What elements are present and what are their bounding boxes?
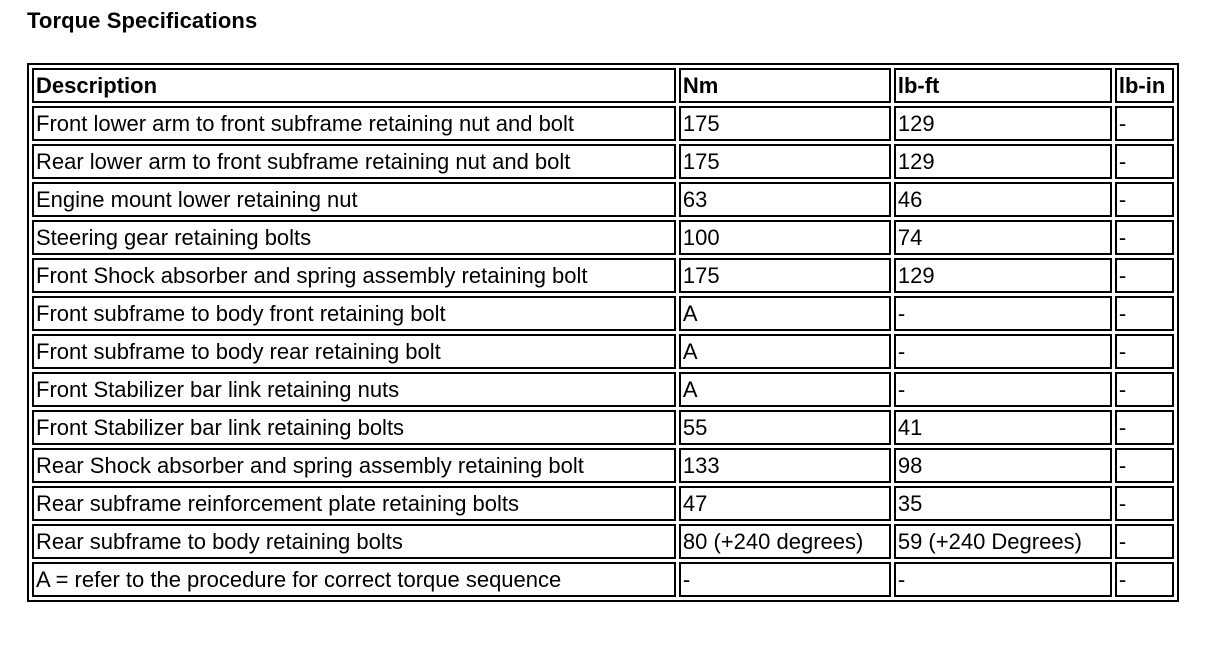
torque-spec-table xyxy=(27,63,1179,602)
cell-nm: 55 xyxy=(679,410,891,445)
cell-nm: 175 xyxy=(679,144,891,179)
cell-lb-in: - xyxy=(1115,372,1174,407)
table-row xyxy=(32,258,1174,293)
cell-lb-in: - xyxy=(1115,106,1174,141)
header-lb-in: lb-in xyxy=(1115,68,1174,103)
cell-lb-ft: 129 xyxy=(894,144,1112,179)
cell-nm: 175 xyxy=(679,258,891,293)
cell-description: Front Stabilizer bar link retaining nuts xyxy=(32,372,676,407)
header-nm: Nm xyxy=(679,68,891,103)
cell-lb-in: - xyxy=(1115,144,1174,179)
table-row xyxy=(32,334,1174,369)
cell-nm: 80 (+240 degrees) xyxy=(679,524,891,559)
table-row xyxy=(32,182,1174,217)
cell-lb-ft: 98 xyxy=(894,448,1112,483)
page-title: Torque Specifications xyxy=(27,8,258,33)
cell-lb-ft: - xyxy=(894,334,1112,369)
cell-lb-ft: - xyxy=(894,296,1112,331)
cell-lb-ft: 59 (+240 Degrees) xyxy=(894,524,1112,559)
cell-lb-ft: 129 xyxy=(894,106,1112,141)
cell-nm: A xyxy=(679,372,891,407)
cell-lb-in: - xyxy=(1115,562,1174,597)
header-description: Description xyxy=(32,68,676,103)
cell-lb-ft: - xyxy=(894,562,1112,597)
table-row xyxy=(32,524,1174,559)
cell-nm: 63 xyxy=(679,182,891,217)
cell-lb-in: - xyxy=(1115,524,1174,559)
cell-description: Rear subframe to body retaining bolts xyxy=(32,524,676,559)
cell-lb-ft: 41 xyxy=(894,410,1112,445)
table-row xyxy=(32,486,1174,521)
cell-nm: 47 xyxy=(679,486,891,521)
table-row xyxy=(32,372,1174,407)
cell-description: Front lower arm to front subframe retaining nut and bolt xyxy=(32,106,676,141)
cell-lb-in: - xyxy=(1115,258,1174,293)
cell-lb-ft: 46 xyxy=(894,182,1112,217)
cell-lb-in: - xyxy=(1115,334,1174,369)
cell-lb-ft: 35 xyxy=(894,486,1112,521)
cell-nm: 133 xyxy=(679,448,891,483)
cell-description: Rear subframe reinforcement plate retaining bolts xyxy=(32,486,676,521)
table-row xyxy=(32,220,1174,255)
cell-lb-in: - xyxy=(1115,486,1174,521)
cell-nm: - xyxy=(679,562,891,597)
cell-lb-in: - xyxy=(1115,448,1174,483)
cell-nm: 175 xyxy=(679,106,891,141)
header-lb-ft: lb-ft xyxy=(894,68,1112,103)
table-row xyxy=(32,296,1174,331)
cell-lb-in: - xyxy=(1115,410,1174,445)
cell-description: Steering gear retaining bolts xyxy=(32,220,676,255)
cell-lb-ft: 74 xyxy=(894,220,1112,255)
cell-lb-ft: 129 xyxy=(894,258,1112,293)
cell-lb-in: - xyxy=(1115,220,1174,255)
cell-description: Rear lower arm to front subframe retaining nut and bolt xyxy=(32,144,676,179)
cell-description: Engine mount lower retaining nut xyxy=(32,182,676,217)
table-row xyxy=(32,410,1174,445)
cell-lb-ft: - xyxy=(894,372,1112,407)
cell-nm: 100 xyxy=(679,220,891,255)
table-row xyxy=(32,448,1174,483)
cell-description: Front subframe to body front retaining bolt xyxy=(32,296,676,331)
table-row-footnote xyxy=(32,562,1174,597)
cell-nm: A xyxy=(679,334,891,369)
cell-nm: A xyxy=(679,296,891,331)
cell-description: Rear Shock absorber and spring assembly retaining bolt xyxy=(32,448,676,483)
table-row xyxy=(32,144,1174,179)
table-row xyxy=(32,106,1174,141)
cell-lb-in: - xyxy=(1115,182,1174,217)
table-header-row xyxy=(32,68,1174,103)
cell-description: Front subframe to body rear retaining bolt xyxy=(32,334,676,369)
cell-footnote: A = refer to the procedure for correct torque sequence xyxy=(32,562,676,597)
cell-lb-in: - xyxy=(1115,296,1174,331)
cell-description: Front Stabilizer bar link retaining bolts xyxy=(32,410,676,445)
cell-description: Front Shock absorber and spring assembly retaining bolt xyxy=(32,258,676,293)
